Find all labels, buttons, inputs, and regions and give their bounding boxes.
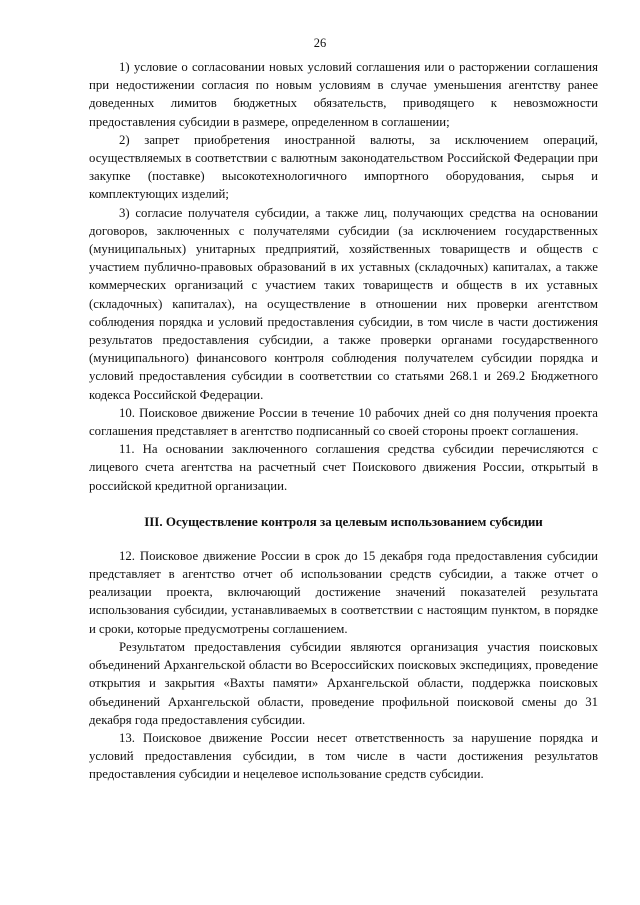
- paragraph-condition-1: 1) условие о согласовании новых условий соглашения или о расторжении соглашения при недостижении согласия по новым условиям в случае уменьшения агентству ранее доведенных лимитов бюджетных обязательств, приводящего к невозможности предоставления субсидии в размере, определенном в соглашении;: [89, 60, 598, 129]
- paragraph-item-10: 10. Поисковое движение России в течение 10 рабочих дней со дня получения проекта соглашения представляет в агентство подписанный со своей стороны проект соглашения.: [89, 405, 598, 439]
- document-body: [89, 58, 598, 784]
- paragraph-condition-2: 2) запрет приобретения иностранной валюты, за исключением операций, осуществляемых в соответствии с валютным законодательством Российской Федерации при закупке (поставке) высокотехнологичного импортного оборудования, сырья и комплектующих изделий;: [89, 132, 598, 202]
- paragraph-item-12: 12. Поисковое движение России в срок до 15 декабря года предоставления субсидии представляет в агентство отчет об использовании средств субсидии, а также отчет о реализации проекта, включающий достижение значений показателей результата использования субсидии, устанавливаемых в соответствии с настоящим пунктом, в порядке и сроки, которые предусмотрены соглашением.: [89, 548, 598, 636]
- paragraph-item-11: 11. На основании заключенного соглашения средства субсидии перечисляются с лицевого счета агентства на расчетный счет Поискового движения России, открытый в российской кредитной организации.: [89, 442, 598, 493]
- section-heading: III. Осуществление контроля за целевым использованием субсидии: [144, 513, 543, 529]
- paragraph-condition-3: 3) согласие получателя субсидии, а также лиц, получающих средства на основании договоров, заключенных с получателями субсидии (за исключением государственных (муниципальных) унитарных предприятий, хозяйственных товариществ и обществ с участием публично-правовых образований в их уставных (складочных) капиталах, а также коммерческих организаций с участием таких товариществ и обществ в их уставных (складочных) капиталах), на осуществление в отношении них проверки агентством соблюдения порядка и условий предоставления субсидии, в том числе в части достижения результатов предоставления субсидии, а также проверки органами государственного (муниципального) финансового контроля соблюдения получателем субсидии порядка и условий предоставления субсидии в соответствии со статьями 268.1 и 269.2 Бюджетного кодекса Российской Федерации.: [89, 205, 598, 402]
- paragraph-result: Результатом предоставления субсидии являются организация участия поисковых объединений Архангельской области во Всероссийских поисковых экспедициях, проведение открытия и закрытия «Вахты памяти» Архангельской области, поддержка поисковых объединений Архангельской области, проведение профильной поисковой смены до 31 декабря года предоставления субсидии.: [89, 639, 598, 727]
- page-number: 26: [313, 36, 327, 50]
- paragraph-item-13: 13. Поисковое движение России несет ответственность за нарушение порядка и условий предоставления субсидии, в том числе в части достижения результатов предоставления субсидии и нецелевое использование средств субсидии.: [89, 730, 598, 782]
